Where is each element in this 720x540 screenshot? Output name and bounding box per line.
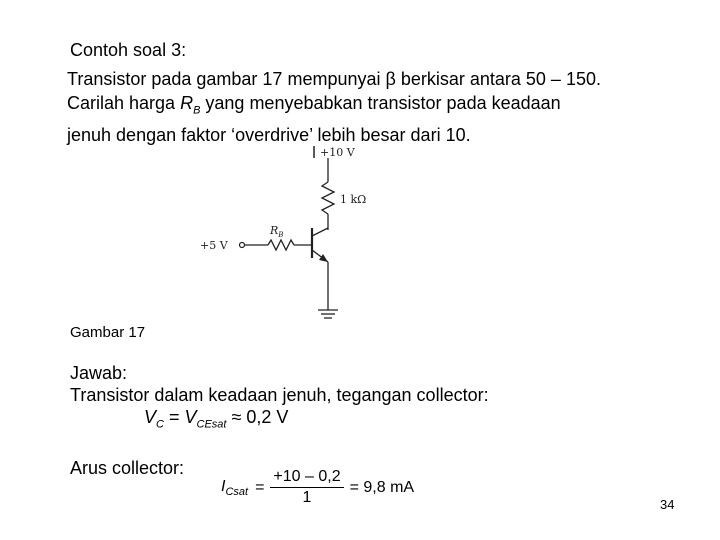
base-resistor-label: $R_B$: [270, 224, 284, 239]
ic-formula: $I_{Csat}$ = +10 – 0,2 = 9,8 mA 1: [221, 468, 415, 506]
slide-heading: Contoh soal 3:: [70, 40, 187, 60]
problem-line-1: Transistor pada gambar 17 mempunyai β berkisar antara 50 – 150.: [67, 69, 601, 89]
problem-statement: [67, 67, 707, 147]
problem-line-2: Carilah harga $R_B$ yang menyebabkan transistor pada keadaan: [67, 93, 561, 117]
input-label: +5 V: [200, 239, 228, 252]
vc-equation: $V_C = V_{CEsat} \approx 0,2$ V: [144, 407, 289, 431]
problem-line-3: jenuh dengan faktor ‘overdrive’ lebih besar dari 10.: [67, 124, 471, 145]
circuit-diagram: [190, 140, 390, 325]
collector-resistor: [322, 182, 334, 214]
answer-line-1: Transistor dalam keadaan jenuh, tegangan collector:: [70, 385, 489, 405]
emitter-arrow: [319, 254, 328, 262]
answer-label: Jawab:: [70, 363, 128, 383]
input-terminal: [240, 243, 245, 248]
fraction-result: = 9,8 mA: [349, 479, 415, 496]
figure-caption: Gambar 17: [70, 324, 146, 341]
page-number: 34: [660, 497, 675, 512]
answer-block: [70, 362, 489, 436]
transistor-collector-leg: [312, 228, 328, 236]
collector-resistor-label: 1 kΩ: [340, 193, 367, 206]
fraction-denominator: 1: [302, 489, 312, 506]
base-resistor: [268, 240, 294, 250]
fraction-numerator: +10 – 0,2: [270, 468, 343, 488]
current-label: Arus collector:: [70, 458, 185, 478]
rb-symbol: $R_B$: [180, 93, 201, 117]
supply-label: +10 V: [320, 146, 355, 159]
